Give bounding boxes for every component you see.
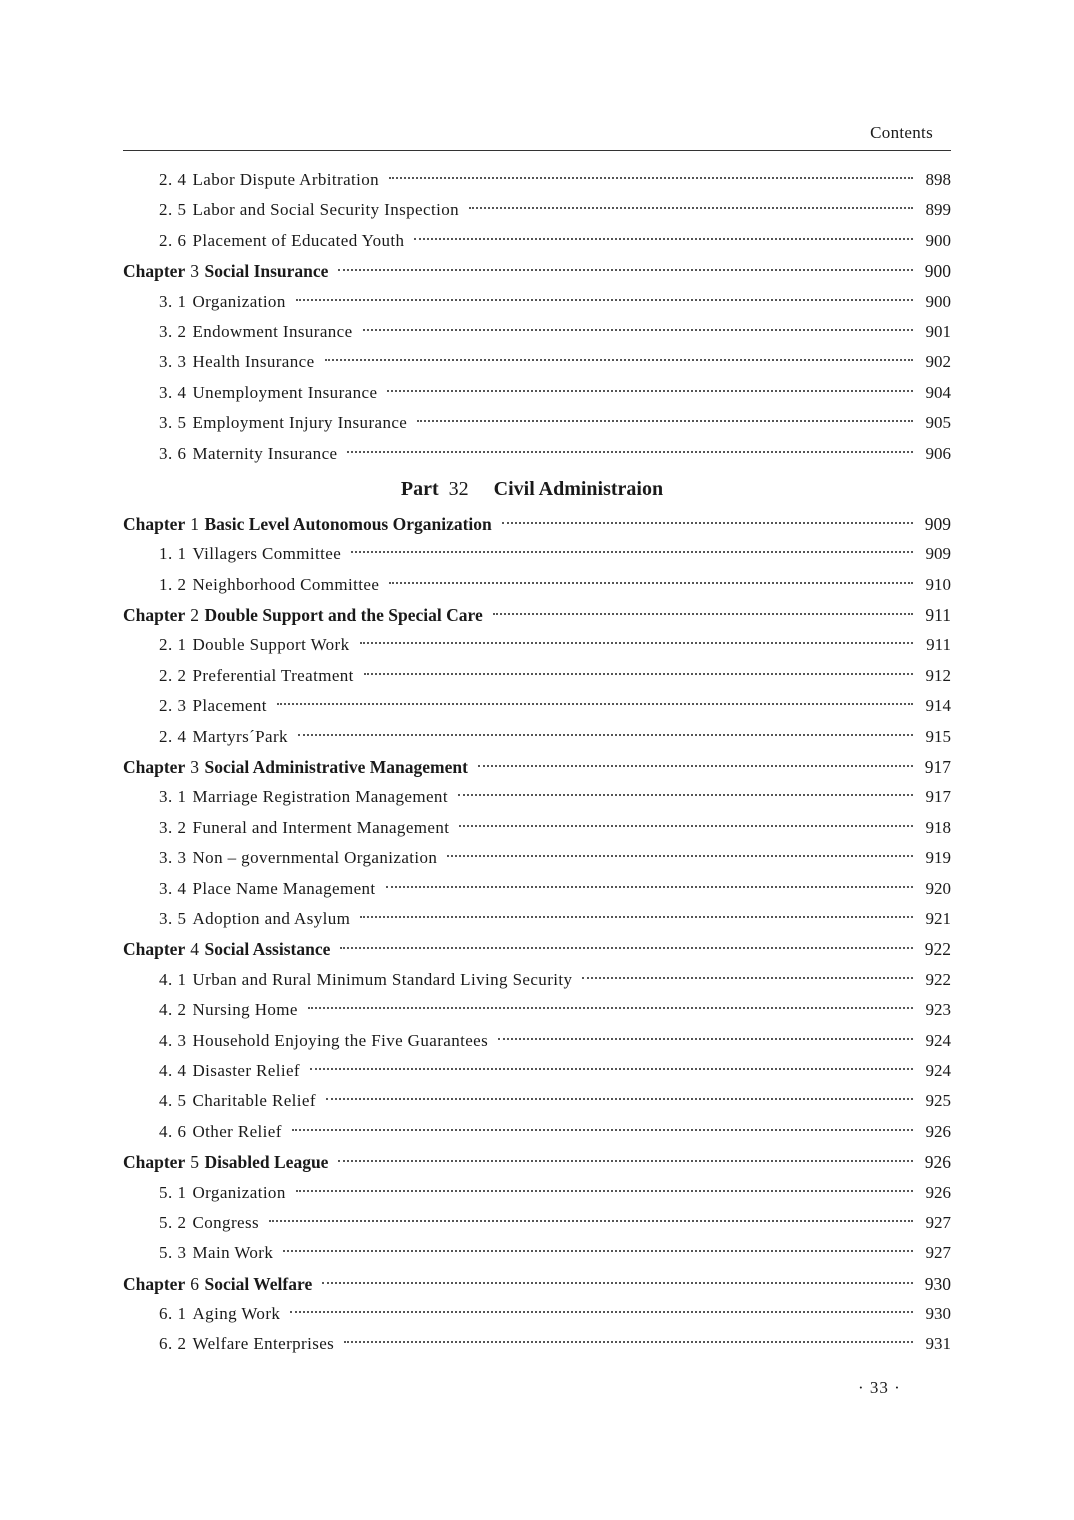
toc-chapter-entry[interactable] <box>123 934 951 964</box>
entry-title: Main Work <box>192 1243 274 1263</box>
entry-page-number: 915 <box>925 726 951 746</box>
entry-page-number: 914 <box>925 696 951 716</box>
dot-leader <box>360 642 913 644</box>
toc-section-entry[interactable] <box>123 570 951 600</box>
entry-page-number: 923 <box>925 1000 951 1020</box>
toc-section-entry[interactable] <box>123 1299 951 1329</box>
toc-section-entry[interactable] <box>123 1056 951 1086</box>
dot-leader <box>347 451 913 453</box>
entry-page-number: 906 <box>925 443 951 463</box>
entry-page-number: 918 <box>925 817 951 837</box>
dot-leader <box>458 794 913 796</box>
table-of-contents <box>123 165 951 1360</box>
entry-page-number: 927 <box>925 1212 951 1232</box>
entry-page-number: 909 <box>924 513 951 534</box>
chapter-label: Chapter <box>123 1152 186 1173</box>
entry-number: 5. 3 <box>159 1243 187 1263</box>
toc-section-entry[interactable] <box>123 378 951 408</box>
entry-title: Aging Work <box>192 1304 281 1324</box>
chapter-label: Chapter <box>123 261 186 282</box>
entry-page-number: 904 <box>925 382 951 402</box>
entry-number: 6 <box>190 1273 200 1294</box>
dot-leader <box>351 551 913 553</box>
entry-title: Social Administrative Management <box>204 757 468 778</box>
dot-leader <box>478 765 913 767</box>
dot-leader <box>269 1220 913 1222</box>
toc-section-entry[interactable] <box>123 287 951 317</box>
entry-title: Neighborhood Committee <box>192 574 380 594</box>
toc-section-entry[interactable] <box>123 439 951 469</box>
page-number: · 33 · <box>858 1378 901 1397</box>
dot-leader <box>296 1190 913 1192</box>
toc-section-entry[interactable] <box>123 874 951 904</box>
toc-section-entry[interactable] <box>123 1117 951 1147</box>
toc-chapter-entry[interactable] <box>123 600 951 630</box>
entry-title: Labor Dispute Arbitration <box>192 170 380 189</box>
chapter-label: Chapter <box>123 757 186 778</box>
dot-leader <box>386 886 913 888</box>
entry-title: Unemployment Insurance <box>192 382 378 402</box>
toc-section-entry[interactable] <box>123 347 951 377</box>
entry-title: Social Insurance <box>204 261 329 282</box>
entry-page-number: 911 <box>926 635 951 655</box>
entry-page-number: 919 <box>925 848 951 868</box>
toc-entries-part-31 <box>123 165 951 469</box>
toc-section-entry[interactable] <box>123 1178 951 1208</box>
entry-page-number: 900 <box>925 230 951 250</box>
toc-section-entry[interactable] <box>123 408 951 438</box>
running-head <box>123 122 951 151</box>
entry-number: 4. 5 <box>159 1091 187 1111</box>
entry-number: 3. 1 <box>159 291 187 311</box>
dot-leader <box>296 299 913 301</box>
entry-title: Adoption and Asylum <box>192 908 351 928</box>
chapter-label: Chapter <box>123 605 186 626</box>
dot-leader <box>326 1098 913 1100</box>
part-title: Civil Administraion <box>493 477 664 500</box>
entry-page-number: 931 <box>925 1334 951 1354</box>
entry-title: Non – governmental Organization <box>192 848 438 868</box>
toc-chapter-entry[interactable] <box>123 1147 951 1177</box>
entry-page-number: 924 <box>925 1060 951 1080</box>
entry-page-number: 922 <box>925 969 951 989</box>
dot-leader <box>582 977 913 979</box>
entry-title: Other Relief <box>192 1121 282 1141</box>
toc-section-entry[interactable] <box>123 661 951 691</box>
entry-page-number: 924 <box>925 1030 951 1050</box>
entry-number: 3 <box>190 757 200 778</box>
toc-entries-part-32 <box>123 509 951 1360</box>
toc-section-entry[interactable] <box>123 904 951 934</box>
part-heading[interactable] <box>113 469 951 509</box>
entry-number: 2. 1 <box>159 635 187 655</box>
entry-page-number: 922 <box>924 939 951 960</box>
dot-leader <box>338 1160 913 1162</box>
entry-title: Disaster Relief <box>192 1060 300 1080</box>
dot-leader <box>364 673 913 675</box>
entry-title: Place Name Management <box>192 878 376 898</box>
entry-title: Social Assistance <box>204 939 331 960</box>
dot-leader <box>298 734 913 736</box>
entry-page-number: 921 <box>925 908 951 928</box>
entry-page-number: 900 <box>925 291 951 311</box>
toc-section-entry[interactable] <box>123 539 951 569</box>
toc-section-entry[interactable] <box>123 965 951 995</box>
entry-page-number: 911 <box>925 605 951 626</box>
toc-section-entry[interactable] <box>123 630 951 660</box>
dot-leader <box>310 1068 913 1070</box>
entry-page-number: 925 <box>925 1091 951 1111</box>
toc-section-entry[interactable] <box>123 1086 951 1116</box>
dot-leader <box>389 177 913 179</box>
entry-title: Labor and Social Security Inspection <box>192 200 459 220</box>
entry-title: Marriage Registration Management <box>192 787 448 807</box>
toc-section-entry[interactable] <box>123 226 951 256</box>
dot-leader <box>277 703 913 705</box>
entry-page-number: 909 <box>925 544 951 564</box>
dot-leader <box>493 613 913 615</box>
entry-number: 6. 2 <box>159 1334 187 1354</box>
entry-title: Maternity Insurance <box>192 443 338 463</box>
entry-page-number: 926 <box>925 1182 951 1202</box>
toc-section-entry[interactable] <box>123 317 951 347</box>
entry-page-number: 920 <box>925 878 951 898</box>
toc-section-entry[interactable] <box>123 782 951 812</box>
toc-section-entry[interactable] <box>123 1026 951 1056</box>
toc-section-entry[interactable] <box>123 843 951 873</box>
chapter-label: Chapter <box>123 513 186 534</box>
entry-number: 2. 4 <box>159 726 187 746</box>
toc-section-entry[interactable] <box>123 1238 951 1268</box>
entry-title: Urban and Rural Minimum Standard Living Security <box>192 969 573 989</box>
toc-section-entry[interactable] <box>123 813 951 843</box>
entry-number: 1 <box>190 513 200 534</box>
dot-leader <box>363 329 913 331</box>
entry-page-number: 926 <box>924 1152 951 1173</box>
entry-number: 2. 3 <box>159 696 187 716</box>
entry-page-number: 930 <box>924 1273 951 1294</box>
entry-title: Martyrs´Park <box>192 726 288 746</box>
entry-number: 3. 5 <box>159 413 187 433</box>
dot-leader <box>338 269 913 271</box>
dot-leader <box>360 916 913 918</box>
entry-title: Placement <box>192 696 267 716</box>
toc-chapter-entry[interactable] <box>123 752 951 782</box>
entry-page-number: 901 <box>925 321 951 341</box>
toc-chapter-entry[interactable] <box>123 1269 951 1299</box>
entry-page-number: 898 <box>925 170 951 189</box>
entry-number: 4 <box>190 939 200 960</box>
dot-leader <box>322 1282 913 1284</box>
chapter-label: Chapter <box>123 939 186 960</box>
dot-leader <box>308 1007 913 1009</box>
entry-title: Organization <box>192 291 286 311</box>
toc-section-entry[interactable] <box>123 691 951 721</box>
entry-number: 2 <box>190 605 200 626</box>
toc-chapter-entry[interactable] <box>123 256 951 286</box>
dot-leader <box>292 1129 913 1131</box>
dot-leader <box>417 420 913 422</box>
toc-section-entry[interactable] <box>123 1329 951 1359</box>
entry-title: Employment Injury Insurance <box>192 413 408 433</box>
entry-number: 2. 5 <box>159 200 187 220</box>
dot-leader <box>502 522 913 524</box>
entry-number: 4. 2 <box>159 1000 187 1020</box>
entry-number: 3. 2 <box>159 321 187 341</box>
toc-section-entry[interactable] <box>123 722 951 752</box>
entry-title: Placement of Educated Youth <box>192 230 405 250</box>
entry-title: Social Welfare <box>204 1273 313 1294</box>
entry-title: Funeral and Interment Management <box>192 817 450 837</box>
dot-leader <box>387 390 913 392</box>
entry-title: Double Support and the Special Care <box>204 605 483 626</box>
part-number: 32 <box>448 477 469 500</box>
dot-leader <box>414 238 913 240</box>
entry-page-number: 917 <box>925 787 951 807</box>
entry-number: 3. 4 <box>159 878 187 898</box>
chapter-label: Chapter <box>123 1273 186 1294</box>
entry-number: 3. 6 <box>159 443 187 463</box>
entry-number: 5. 2 <box>159 1212 187 1232</box>
entry-number: 3. 5 <box>159 908 187 928</box>
toc-section-entry[interactable] <box>123 195 951 225</box>
entry-title: Welfare Enterprises <box>192 1334 335 1354</box>
entry-title: Endowment Insurance <box>192 321 353 341</box>
dot-leader <box>447 855 913 857</box>
entry-title: Villagers Committee <box>192 544 342 564</box>
entry-number: 1. 2 <box>159 574 187 594</box>
entry-page-number: 930 <box>925 1304 951 1324</box>
entry-number: 4. 6 <box>159 1121 187 1141</box>
entry-number: 4. 1 <box>159 969 187 989</box>
entry-title: Nursing Home <box>192 1000 298 1020</box>
entry-title: Charitable Relief <box>192 1091 316 1111</box>
part-label: Part <box>400 477 439 500</box>
toc-section-entry[interactable] <box>123 165 951 195</box>
entry-number: 3. 3 <box>159 352 187 372</box>
dot-leader <box>344 1341 913 1343</box>
toc-section-entry[interactable] <box>123 995 951 1025</box>
dot-leader <box>325 359 913 361</box>
entry-page-number: 917 <box>924 757 951 778</box>
dot-leader <box>459 825 913 827</box>
entry-page-number: 905 <box>925 413 951 433</box>
entry-title: Double Support Work <box>192 635 350 655</box>
entry-title: Household Enjoying the Five Guarantees <box>192 1030 489 1050</box>
dot-leader <box>498 1038 913 1040</box>
dot-leader <box>283 1250 913 1252</box>
entry-page-number: 900 <box>924 261 951 282</box>
entry-number: 4. 3 <box>159 1030 187 1050</box>
dot-leader <box>469 207 913 209</box>
entry-number: 3. 2 <box>159 817 187 837</box>
entry-number: 3 <box>190 261 200 282</box>
entry-number: 2. 6 <box>159 230 187 250</box>
entry-page-number: 902 <box>925 352 951 372</box>
entry-number: 6. 1 <box>159 1304 187 1324</box>
entry-number: 2. 4 <box>159 170 187 189</box>
entry-title: Organization <box>192 1182 286 1202</box>
entry-number: 5. 1 <box>159 1182 187 1202</box>
entry-page-number: 912 <box>925 665 951 685</box>
entry-number: 3. 3 <box>159 848 187 868</box>
entry-number: 2. 2 <box>159 665 187 685</box>
entry-number: 3. 1 <box>159 787 187 807</box>
entry-title: Health Insurance <box>192 352 315 372</box>
entry-title: Basic Level Autonomous Organization <box>204 513 492 534</box>
entry-page-number: 910 <box>925 574 951 594</box>
entry-title: Disabled League <box>204 1152 329 1173</box>
entry-page-number: 926 <box>925 1121 951 1141</box>
entry-title: Congress <box>192 1212 259 1232</box>
entry-page-number: 927 <box>925 1243 951 1263</box>
entry-number: 3. 4 <box>159 382 187 402</box>
entry-title: Preferential Treatment <box>192 665 354 685</box>
running-head-title: Contents <box>870 123 933 142</box>
entry-number: 1. 1 <box>159 544 187 564</box>
entry-number: 4. 4 <box>159 1060 187 1080</box>
dot-leader <box>290 1311 913 1313</box>
dot-leader <box>389 582 913 584</box>
entry-number: 5 <box>190 1152 200 1173</box>
toc-section-entry[interactable] <box>123 1208 951 1238</box>
dot-leader <box>340 947 913 949</box>
entry-page-number: 899 <box>925 200 951 220</box>
toc-chapter-entry[interactable] <box>123 509 951 539</box>
